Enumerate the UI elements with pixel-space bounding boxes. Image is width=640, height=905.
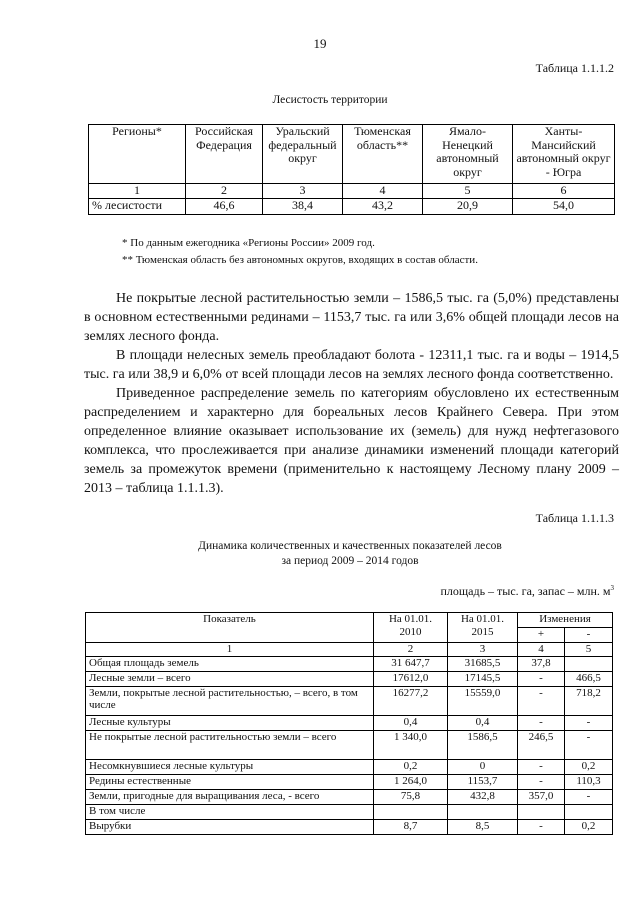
table-row bbox=[86, 789, 613, 804]
table-row bbox=[86, 686, 613, 715]
table-cell: 0,2 bbox=[565, 819, 613, 834]
unit-superscript: 3 bbox=[610, 584, 614, 592]
table-cell: 8,5 bbox=[448, 819, 518, 834]
row-label: Земли, покрытые лесной растительностью, – всего, в том числе bbox=[86, 686, 374, 715]
header-cell: Тюменская область** bbox=[343, 125, 423, 184]
header-cell: - bbox=[565, 628, 613, 643]
row-label: Земли, пригодные для выращивания леса, - всего bbox=[86, 789, 374, 804]
table-header-row bbox=[86, 613, 613, 628]
column-number: 4 bbox=[343, 184, 423, 199]
table-cell: 718,2 bbox=[565, 686, 613, 715]
column-number: 2 bbox=[374, 643, 448, 657]
table-cell: 110,3 bbox=[565, 774, 613, 789]
table-cell: 1 340,0 bbox=[374, 730, 448, 759]
row-label: Не покрытые лесной растительностью земли – всего bbox=[86, 730, 374, 759]
header-cell: Российская Федерация bbox=[186, 125, 263, 184]
header-cell: Регионы* bbox=[89, 125, 186, 184]
column-number: 4 bbox=[518, 643, 565, 657]
header-cell: Ханты-Мансийский автономный округ - Югра bbox=[513, 125, 615, 184]
header-cell: + bbox=[518, 628, 565, 643]
header-cell: Показатель bbox=[86, 613, 374, 643]
page-number: 19 bbox=[313, 36, 327, 51]
table-cell: 15559,0 bbox=[448, 686, 518, 715]
table-cell: 1 264,0 bbox=[374, 774, 448, 789]
table-cell bbox=[565, 804, 613, 819]
row-label: Лесные земли – всего bbox=[86, 671, 374, 686]
column-number: 2 bbox=[186, 184, 263, 199]
row-label: % лесистости bbox=[89, 199, 186, 215]
table-cell: - bbox=[518, 774, 565, 789]
header-cell: Изменения bbox=[518, 613, 613, 628]
table-cell bbox=[374, 804, 448, 819]
table-cell: 16277,2 bbox=[374, 686, 448, 715]
table-cell: 31685,5 bbox=[448, 656, 518, 671]
table-cell: 54,0 bbox=[513, 199, 615, 215]
table-cell: 432,8 bbox=[448, 789, 518, 804]
table-row bbox=[86, 730, 613, 759]
body-text bbox=[84, 289, 619, 498]
table-cell: - bbox=[518, 671, 565, 686]
table-cell: 37,8 bbox=[518, 656, 565, 671]
row-label: Несомкнувшиеся лесные культуры bbox=[86, 759, 374, 774]
footnote: * По данным ежегодника «Регионы России» 2009 год. bbox=[122, 237, 375, 249]
row-label: Вырубки bbox=[86, 819, 374, 834]
table-cell bbox=[565, 656, 613, 671]
table-cell: 0,2 bbox=[374, 759, 448, 774]
table-ref: Таблица 1.1.1.3 bbox=[535, 511, 614, 525]
table-cell: 8,7 bbox=[374, 819, 448, 834]
table-title: за период 2009 – 2014 годов bbox=[281, 555, 419, 567]
table-cell: 0,2 bbox=[565, 759, 613, 774]
row-label: Редины естественные bbox=[86, 774, 374, 789]
table-cell: - bbox=[518, 819, 565, 834]
column-number: 3 bbox=[448, 643, 518, 657]
table-row bbox=[89, 199, 615, 215]
table-cell: 466,5 bbox=[565, 671, 613, 686]
table-row bbox=[86, 804, 613, 819]
header-cell: Ямало-Ненецкий автономный округ bbox=[423, 125, 513, 184]
table-cell: 17145,5 bbox=[448, 671, 518, 686]
table-title: Лесистость территории bbox=[272, 94, 388, 106]
table-cell: - bbox=[518, 686, 565, 715]
column-number: 6 bbox=[513, 184, 615, 199]
table-cell: 17612,0 bbox=[374, 671, 448, 686]
table-cell: 75,8 bbox=[374, 789, 448, 804]
table-cell: 1153,7 bbox=[448, 774, 518, 789]
paragraph: Не покрытые лесной растительностью земли – 1586,5 тыс. га (5,0%) представлены в основном естественными рединами – 1153,7 тыс. га или 3,6% общей площади лесов на землях лесного фонда. bbox=[84, 291, 619, 344]
table-row bbox=[86, 774, 613, 789]
column-number-row bbox=[86, 643, 613, 657]
table-cell: - bbox=[518, 715, 565, 730]
table-header-row bbox=[89, 125, 615, 184]
table-cell: - bbox=[518, 759, 565, 774]
paragraph: В площади нелесных земель преобладают болота - 12311,1 тыс. га и воды – 1914,5 тыс. га или 38,9 и 6,0% от всей площади лесов на землях лесного фонда соответственно. bbox=[84, 348, 619, 382]
table-row bbox=[86, 715, 613, 730]
forest-dynamics-table bbox=[85, 612, 613, 835]
row-label: Лесные культуры bbox=[86, 715, 374, 730]
table-cell: 0,4 bbox=[374, 715, 448, 730]
forest-cover-table bbox=[88, 124, 615, 215]
unit-note bbox=[440, 584, 614, 599]
table-cell: 0,4 bbox=[448, 715, 518, 730]
header-cell: Уральский федеральный округ bbox=[263, 125, 343, 184]
table-cell: - bbox=[565, 730, 613, 759]
table-cell bbox=[448, 804, 518, 819]
table-cell: 38,4 bbox=[263, 199, 343, 215]
table-ref: Таблица 1.1.1.2 bbox=[535, 61, 614, 75]
table-cell bbox=[518, 804, 565, 819]
table-cell: 20,9 bbox=[423, 199, 513, 215]
unit-text: площадь – тыс. га, запас – млн. м bbox=[440, 584, 611, 598]
table-cell: - bbox=[565, 715, 613, 730]
header-cell: На 01.01. 2010 bbox=[374, 613, 448, 643]
column-number: 1 bbox=[86, 643, 374, 657]
column-number-row bbox=[89, 184, 615, 199]
column-number: 5 bbox=[565, 643, 613, 657]
header-cell: На 01.01. 2015 bbox=[448, 613, 518, 643]
row-label: В том числе bbox=[86, 804, 374, 819]
footnote: ** Тюменская область без автономных округов, входящих в состав области. bbox=[122, 254, 478, 266]
table-cell: 357,0 bbox=[518, 789, 565, 804]
paragraph: Приведенное распределение земель по категориям обусловлено их естественным распределением и характерно для бореальных лесов Крайнего Севера. При этом определенное влияние оказывает использование их (земель) для нужд нефтегазового комплекса, что прослеживается при анализе динамики изменений площади категорий земель за промежуток времени (применительно к настоящему Лесному плану 2009 – 2013 – таблица 1.1.1.3). bbox=[84, 386, 619, 496]
table-row bbox=[86, 819, 613, 834]
column-number: 3 bbox=[263, 184, 343, 199]
table-row bbox=[86, 656, 613, 671]
table-cell: 0 bbox=[448, 759, 518, 774]
table-cell: 1586,5 bbox=[448, 730, 518, 759]
table-cell: - bbox=[565, 789, 613, 804]
table-cell: 46,6 bbox=[186, 199, 263, 215]
column-number: 5 bbox=[423, 184, 513, 199]
table-cell: 43,2 bbox=[343, 199, 423, 215]
row-label: Общая площадь земель bbox=[86, 656, 374, 671]
table-cell: 31 647,7 bbox=[374, 656, 448, 671]
table-cell: 246,5 bbox=[518, 730, 565, 759]
table-row bbox=[86, 759, 613, 774]
table-row bbox=[86, 671, 613, 686]
table-title: Динамика количественных и качественных показателей лесов bbox=[198, 540, 502, 552]
column-number: 1 bbox=[89, 184, 186, 199]
